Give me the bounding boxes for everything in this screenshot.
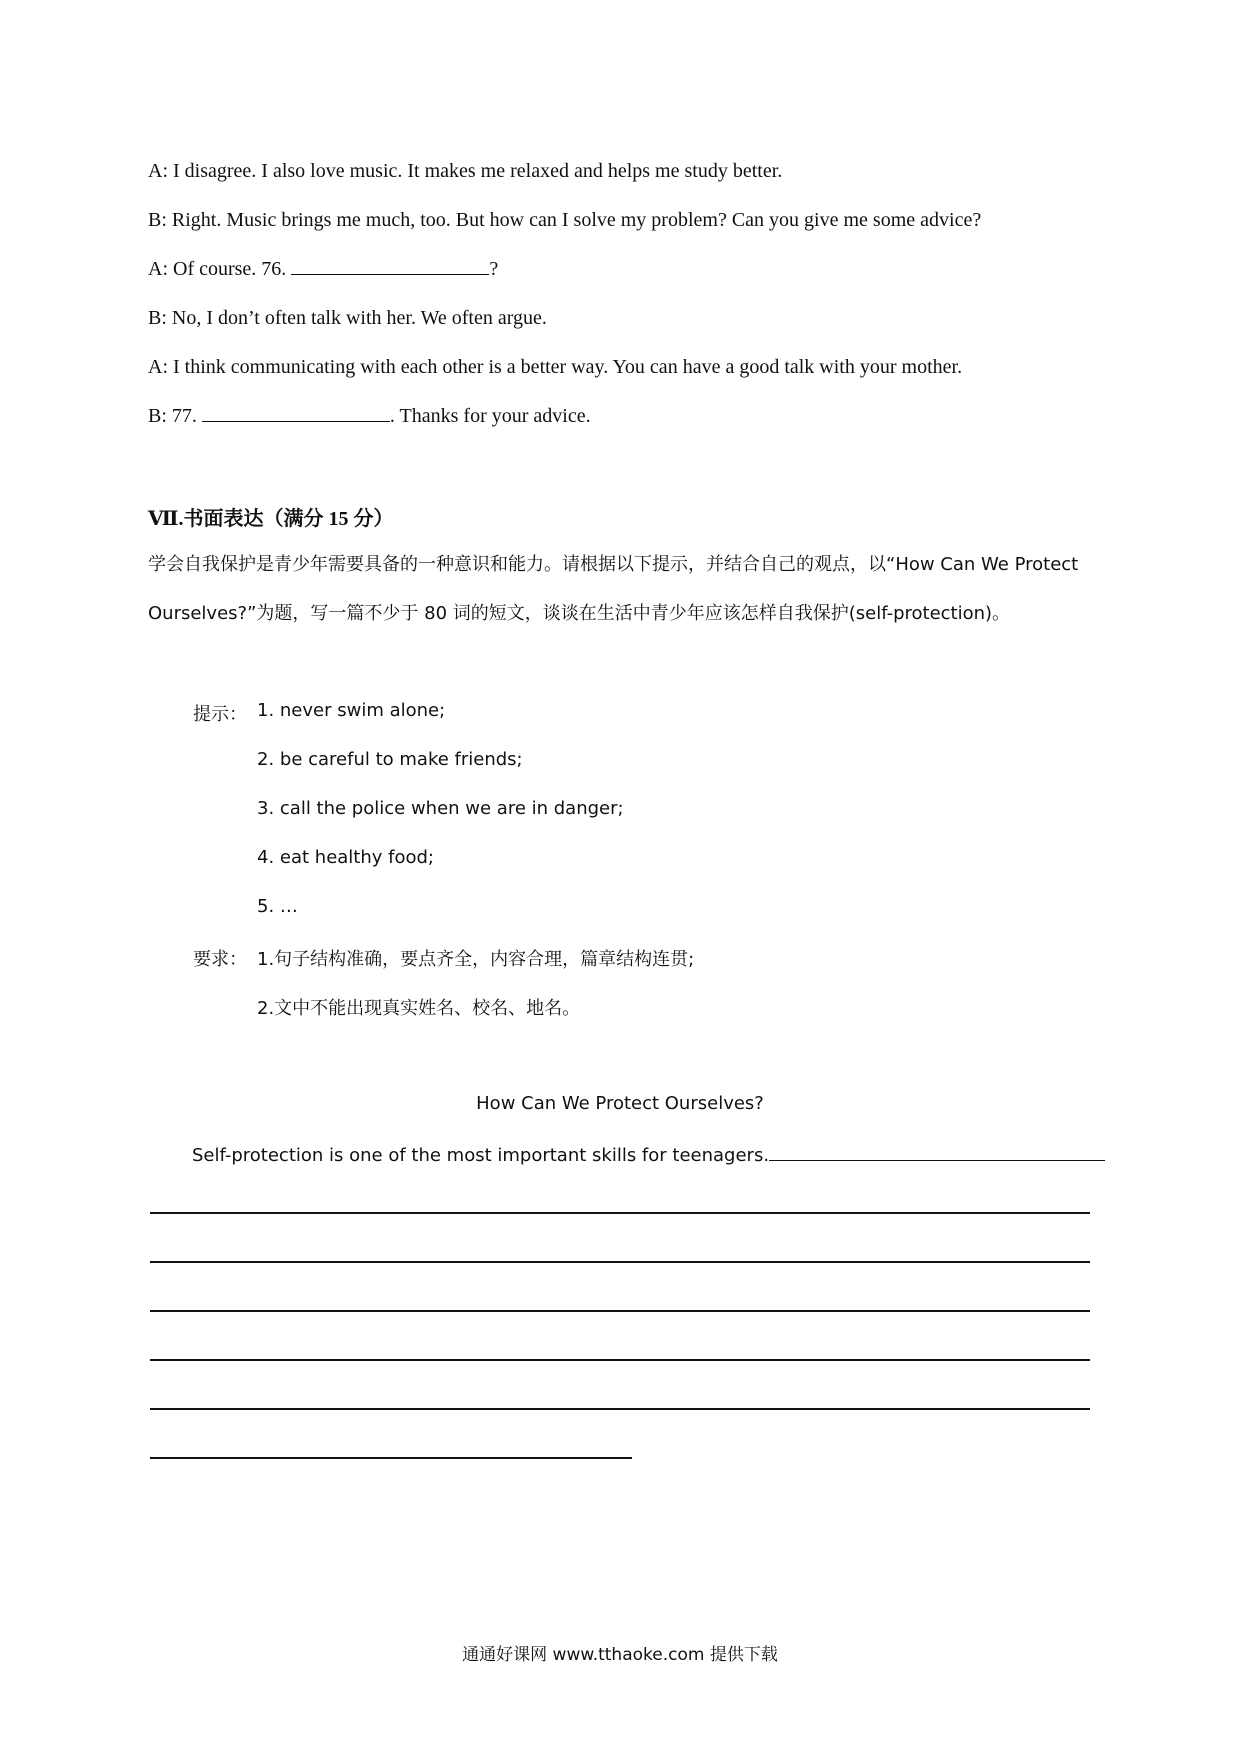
footer-credit: 通通好课网 www.tthaoke.com 提供下载 xyxy=(462,1645,778,1665)
utterance: No, I don’t often talk with her. We often argue. xyxy=(166,307,547,329)
utterance: I disagree. I also love music. It makes me relaxed and helps me study better. xyxy=(168,160,783,182)
hint-item: 3. call the police when we are in danger; xyxy=(257,798,624,819)
utterance: Of course. 76. xyxy=(168,258,292,280)
speaker: B: xyxy=(148,405,167,427)
writing-line[interactable] xyxy=(150,1212,1090,1214)
speaker: A: xyxy=(148,160,168,182)
hint-item: 1. never swim alone; xyxy=(257,700,446,721)
speaker: A: xyxy=(148,356,168,378)
dialogue-line xyxy=(148,209,981,232)
dialogue-line xyxy=(148,307,547,330)
dialogue-line xyxy=(148,160,782,183)
hint-item: 2. be careful to make friends; xyxy=(257,749,523,770)
essay-opening-text: Self-protection is one of the most important skills for teenagers. xyxy=(192,1145,770,1166)
utterance-end: ? xyxy=(489,258,499,280)
section-heading: Ⅶ.书面表达（满分 15 分） xyxy=(148,508,394,530)
writing-line[interactable] xyxy=(150,1359,1090,1361)
hint-item: 4. eat healthy food; xyxy=(257,847,434,868)
dialogue-line xyxy=(148,356,962,379)
essay-opening xyxy=(192,1142,1105,1166)
writing-line[interactable] xyxy=(150,1310,1090,1312)
requirement-item: 2.文中不能出现真实姓名、校名、地名。 xyxy=(257,998,581,1019)
requirements-label: 要求： xyxy=(193,949,247,970)
requirement-item: 1.句子结构准确，要点齐全，内容合理，篇章结构连贯; xyxy=(257,949,695,970)
writing-line[interactable] xyxy=(150,1261,1090,1263)
utterance: 77. xyxy=(166,405,202,427)
dialogue-line xyxy=(148,405,591,428)
section-intro: 学会自我保护是青少年需要具备的一种意识和能力。请根据以下提示，并结合自己的观点，以“How Can We Protect Ourselves?”为题，写一篇不少于 80 词的短文，谈谈在生活中青少年应该怎样自我保护(self-protection)。 xyxy=(148,554,1079,624)
speaker: B: xyxy=(148,209,167,231)
dialogue-line xyxy=(148,258,498,281)
writing-line[interactable] xyxy=(150,1457,632,1459)
utterance: Right. Music brings me much, too. But how can I solve my problem? Can you give me some advice? xyxy=(166,209,982,231)
utterance: I think communicating with each other is a better way. You can have a good talk with your mother. xyxy=(168,356,963,378)
speaker: A: xyxy=(148,258,168,280)
writing-line[interactable] xyxy=(150,1408,1090,1410)
answer-blank-77[interactable] xyxy=(202,405,390,422)
writing-blank[interactable] xyxy=(769,1142,1105,1161)
speaker: B: xyxy=(148,307,167,329)
essay-title: How Can We Protect Ourselves? xyxy=(476,1093,764,1114)
utterance-end: . Thanks for your advice. xyxy=(389,405,591,427)
answer-blank-76[interactable] xyxy=(291,258,489,275)
hints-label: 提示： xyxy=(193,704,247,725)
hint-item: 5. … xyxy=(257,896,298,917)
